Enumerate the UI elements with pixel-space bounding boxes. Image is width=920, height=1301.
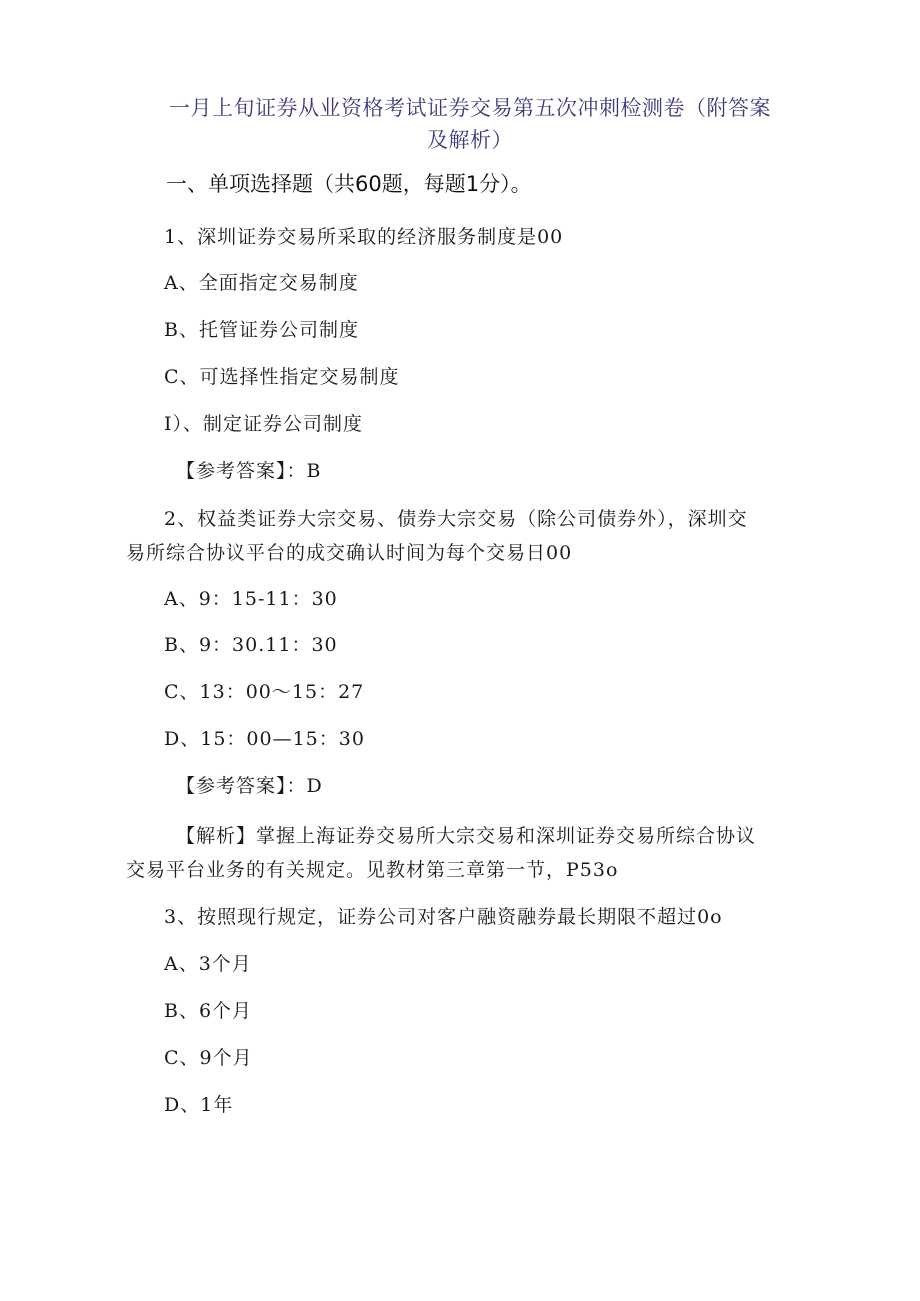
question-3-option-b: B、6个月 (164, 1000, 253, 1022)
question-1-option-c: C、可选择性指定交易制度 (164, 366, 400, 388)
question-1-option-d: I）、制定证券公司制度 (164, 413, 364, 435)
question-2-answer: 【参考答案】：D (176, 775, 323, 797)
question-1-option-b: B、托管证券公司制度 (164, 319, 359, 341)
question-2-option-b: B、9：30.11：30 (164, 634, 338, 656)
question-2-option-c: C、13：00～15：27 (164, 681, 365, 703)
document-title-line-1: 一月上旬证券从业资格考试证券交易第五次冲刺检测卷（附答案 (169, 96, 771, 120)
question-3-option-a: A、3个月 (164, 953, 252, 975)
question-2-stem-line-1: 2、权益类证券大宗交易、债券大宗交易（除公司债券外），深圳交 (164, 508, 748, 530)
question-2-stem-line-2: 易所综合协议平台的成交确认时间为每个交易日00 (126, 542, 573, 564)
question-2-analysis-line-1: 【解析】掌握上海证券交易所大宗交易和深圳证券交易所综合协议 (176, 825, 757, 847)
question-1-answer: 【参考答案】：B (176, 460, 322, 482)
question-3-option-d: D、1年 (164, 1094, 234, 1116)
document-title-line-2: 及解析） (427, 128, 513, 152)
question-1-option-a: A、全面指定交易制度 (164, 272, 359, 294)
question-2-analysis-line-2: 交易平台业务的有关规定。见教材第三章第一节，P53o (126, 859, 619, 881)
section-heading: 一、单项选择题（共60题，每题1分）。 (166, 172, 532, 196)
question-3-stem: 3、按照现行规定，证券公司对客户融资融券最长期限不超过0o (164, 906, 723, 928)
question-2-option-d: D、15：00—15：30 (164, 728, 365, 750)
question-3-option-c: C、9个月 (164, 1047, 253, 1069)
question-2-option-a: A、9：15-11：30 (164, 588, 338, 610)
question-1-stem: 1、深圳证券交易所采取的经济服务制度是00 (164, 226, 564, 248)
